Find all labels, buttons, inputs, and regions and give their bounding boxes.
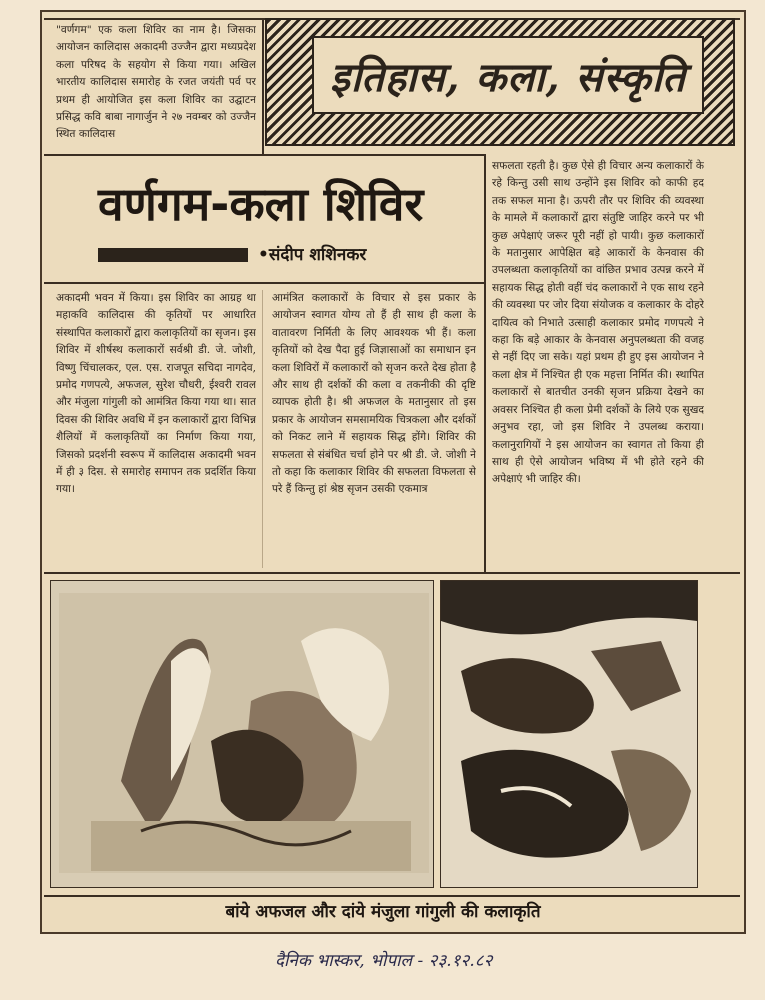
headline: वर्णगम-कला शिविर bbox=[98, 177, 424, 231]
column-1-text: अकादमी भवन में किया। इस शिविर का आग्रह था महाकवि कालिदास की कृतियों पर आधारित संस्थापित कलाकारों द्वारा कलाकृतियों का सृजन। इस शिविर में शीर्षस्थ कलाकारों सर्वश्री डी. जे. जोशी, विष्णु चिंचालकर, एल. एस. राजपूत सचिदा नागदेव, प्रमोद गणपत्ये, अफजल, सुरेश चौधरी, ईश्वरी रावल और मंजुला गांगुली को आमंत्रित किया गया था। सात दिवस की शिविर अवधि में इन कलाकारों द्वारा विभिन्न शैलियों में कलाकृतियों का निर्माण किया गया, जिसको प्रदर्शनी स्वरूप में कालिदास अकादमी भवन में ही ३ दिस. से समारोह समापन तक प्रदर्शित किया गया। bbox=[56, 292, 256, 496]
intro-divider bbox=[262, 18, 264, 156]
headline-bottom-rule bbox=[44, 282, 484, 284]
artwork-ganguly-image bbox=[441, 581, 697, 887]
byline: •संदीप शशिनकर bbox=[258, 245, 367, 265]
section-banner bbox=[312, 36, 704, 114]
byline-rule bbox=[98, 248, 248, 262]
header-bottom-rule bbox=[44, 154, 484, 156]
caption-top-rule bbox=[44, 895, 740, 897]
artwork-photo-afzal bbox=[50, 580, 434, 888]
photo-caption: बांये अफजल और दांये मंजुला गांगुली की कलाकृति bbox=[225, 902, 541, 922]
artwork-photo-manjula-ganguly bbox=[440, 580, 698, 888]
handwritten-source-note: दैनिक भास्कर, भोपाल - २३.१२.८२ bbox=[275, 951, 493, 971]
artwork-afzal-image bbox=[51, 581, 433, 887]
col1-divider bbox=[262, 290, 263, 568]
section-banner-title: इतिहास, कला, संस्कृति bbox=[330, 53, 686, 101]
column-2-text: आमंत्रित कलाकारों के विचार से इस प्रकार के आयोजन स्वागत योग्य तो हैं ही साथ ही कला के वातावरण निर्मिती के लिए आवश्यक भी हैं। कला कृतियों को देख पैदा हुई जिज्ञासाओं का समाधान इन कला शिविरों में कलाकारों को सृजन करते देख होता है और साथ ही दर्शकों की कला व तकनीकी की दृष्टि व्यापक होती है। श्री अफजल के मतानुसार तो इस प्रकार के आयोजन समसामयिक चित्रकला और दर्शकों को निकट लाने में सहायक सिद्ध होंगे। शिविर की सफलता से संबंधित चर्चा होने पर श्री डी. जे. जोशी ने तो कहा कि कलाकार शिविर की सफलता विफलता से परे हैं किन्तु हां श्रेष्ठ सृजन उसकी एकमात्र bbox=[272, 292, 476, 496]
intro-paragraph: "वर्णगम" एक कला शिविर का नाम है। जिसका आयोजन कालिदास अकादमी उज्जैन द्वारा मध्यप्रदेश कला परिषद के सहयोग से किया गया। अखिल भारतीय कालिदास समारोह के रजत जयंती पर्व पर प्रथम ही आयोजित इस कला शिविर का उद्घाटन प्रसिद्ध कवि बाबा नागार्जुन ने २७ नवम्बर को उज्जैन स्थित कालिदास bbox=[56, 24, 256, 141]
col3-divider bbox=[484, 154, 486, 572]
column-3-text: सफलता रहती है। कुछ ऐसे ही विचार अन्य कलाकारों के रहे किन्तु उसी साथ उन्होंने इस शिविर को काफी हद तक सफल माना है। ऊपरी तौर पर शिविर की व्यवस्था के मामले में कलाकारों द्वारा संतुष्टि जाहिर करने पर भी कुछ अपेक्षाएं जरूर पूरी नहीं हो पायी। कुछ कलाकारों के मतानुसार आपेक्षित बड़े आकारों के केनवास की उपलब्धता कलाकृतियों का वांछित प्रभाव उत्पन्न करने में सहायक सिद्ध होती वहीं चंद कलाकारों ने एक साथ रहने की व्यवस्था पर जोर दिया संयोजक व कलाकार के दोहरे दायित्व को निभाते उत्साही कलाकार प्रमोद गणपत्ये ने कहा कि बड़े आकार के केनवास अनुपलब्धता की वजह से नहीं दिए जा सके। यहां प्रथम ही हुए इस आयोजन ने कला क्षेत्र में निश्चित ही एक महत्ता निर्मित की। स्थापित कलाकारों से बातचीत उनकी सृजन प्रक्रिया देखने का अवसर निश्चित ही कला प्रेमी दर्शकों के लिये एक सुखद अनुभव रहा, जो इस शिविर ने उपलब्ध कराया। कलानुरागियों ने इस आयोजन का स्वागत तो किया ही साथ ही ऐसे आयोजन भविष्य में भी होते रहने की अपेक्षाएं भी जाहिर की। bbox=[492, 160, 704, 486]
text-bottom-rule bbox=[44, 572, 740, 574]
